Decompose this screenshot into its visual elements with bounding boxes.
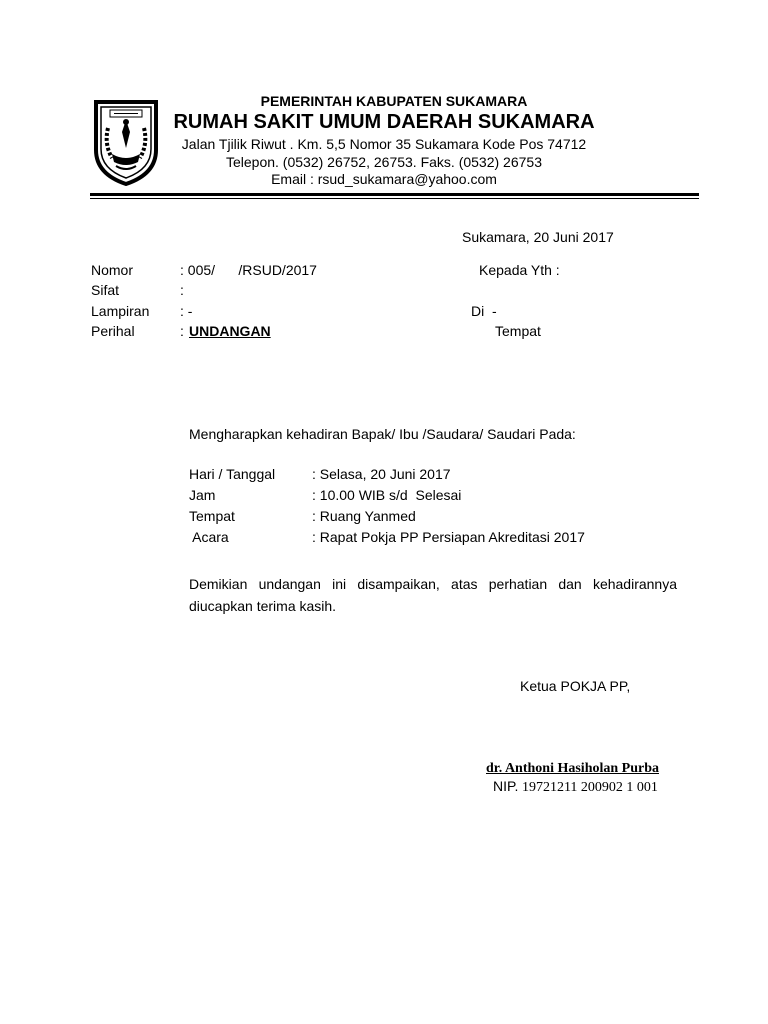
detail-label: Acara	[189, 529, 229, 545]
lampiran-value: : -	[180, 303, 193, 319]
nomor-value: : 005/ /RSUD/2017	[180, 262, 317, 278]
detail-label: Tempat	[189, 508, 235, 524]
detail-value: : 10.00 WIB s/d Selesai	[312, 487, 462, 503]
government-name: PEMERINTAH KABUPATEN SUKAMARA	[260, 93, 528, 109]
signatory-name: dr. Anthoni Hasiholan Purba	[486, 761, 659, 776]
sifat-value: :	[180, 282, 184, 298]
closing-paragraph: Demikian undangan ini disampaikan, atas perhatian dan kehadirannya diucapkan terima kasih.	[189, 576, 677, 614]
recipient-tempat: Tempat	[495, 323, 541, 339]
nip-label: NIP.	[493, 778, 519, 794]
hospital-name: RUMAH SAKIT UMUM DAERAH SUKAMARA	[173, 111, 595, 133]
signatory-nip	[493, 778, 658, 796]
detail-label: Jam	[189, 487, 216, 503]
opening-line: Mengharapkan kehadiran Bapak/ Ibu /Saudara/ Saudari Pada:	[189, 426, 576, 442]
signature-title: Ketua POKJA PP,	[520, 678, 631, 694]
place-date: Sukamara, 20 Juni 2017	[462, 229, 614, 245]
perihal-value: UNDANGAN	[189, 323, 271, 339]
hospital-phone: Telepon. (0532) 26752, 26753. Faks. (0532) 26753	[225, 154, 542, 170]
recipient-kepada: Kepada Yth :	[479, 262, 560, 278]
header-divider-thin	[90, 198, 699, 199]
perihal-label: Perihal	[91, 323, 135, 339]
header-divider-thick	[90, 193, 699, 196]
perihal-colon: :	[180, 323, 184, 339]
hospital-address: Jalan Tjilik Riwut . Km. 5,5 Nomor 35 Sukamara Kode Pos 74712	[181, 136, 587, 152]
nomor-label: Nomor	[91, 262, 134, 278]
detail-value: : Selasa, 20 Juni 2017	[312, 466, 451, 482]
lampiran-label: Lampiran	[91, 303, 150, 319]
detail-value: : Rapat Pokja PP Persiapan Akreditasi 2017	[312, 529, 585, 545]
nip-value: 19721211 200902 1 001	[518, 780, 658, 795]
hospital-email: Email : rsud_sukamara@yahoo.com	[271, 171, 497, 187]
sifat-label: Sifat	[91, 282, 120, 298]
detail-label: Hari / Tanggal	[189, 466, 276, 482]
recipient-di: Di -	[471, 303, 497, 319]
detail-value: : Ruang Yanmed	[312, 508, 416, 524]
